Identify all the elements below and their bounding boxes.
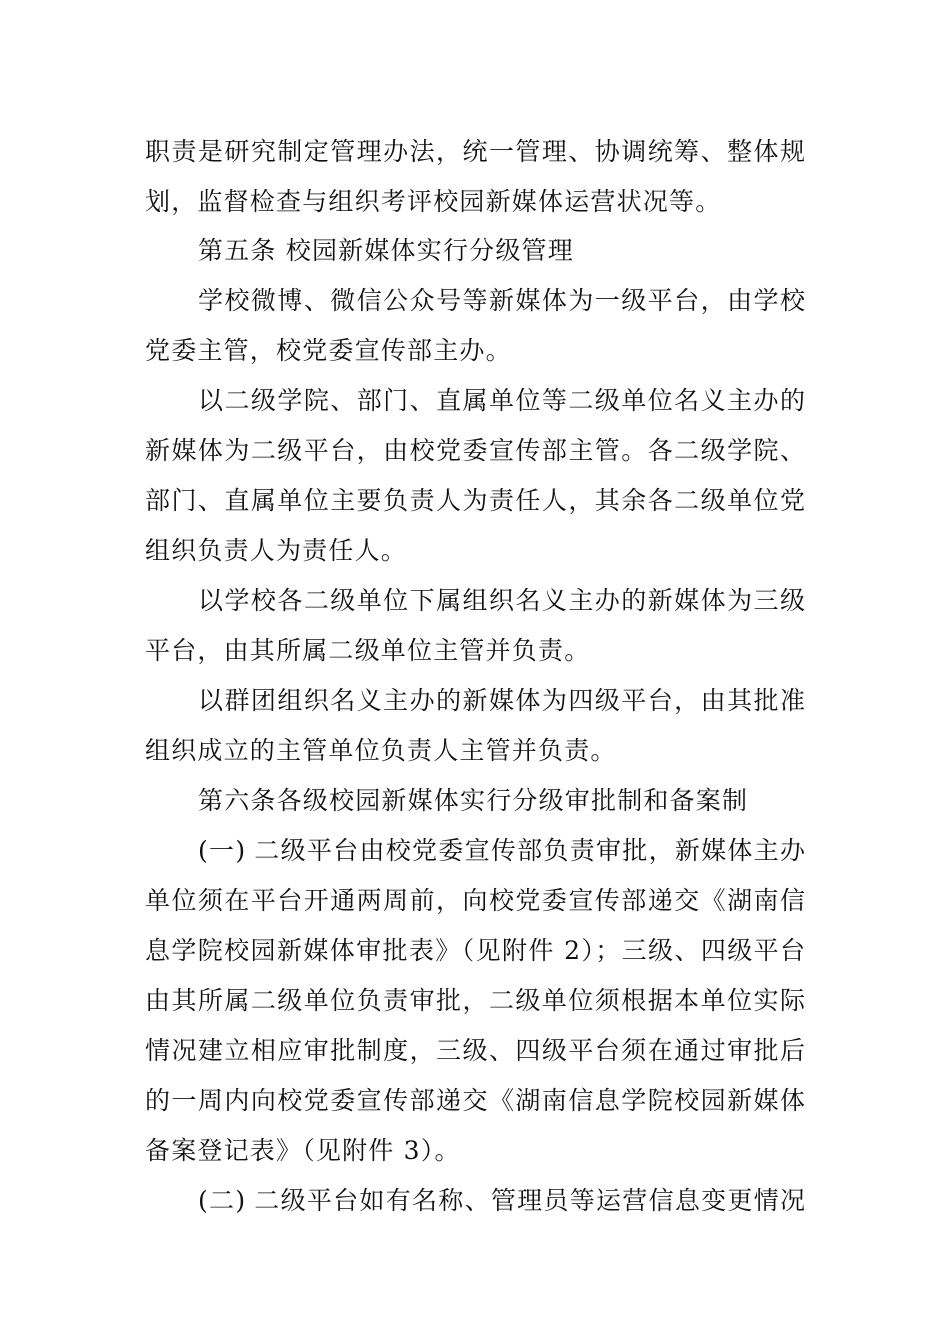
paragraph-line: 部门、直属单位主要负责人为责任人，其余各二级单位党 [145,486,805,515]
article-heading: 第五条 校园新媒体实行分级管理 [198,236,574,265]
paragraph-line: 新媒体为二级平台，由校党委宣传部主管。各二级学院、 [145,436,805,465]
paragraph-line: 由其所属二级单位负责审批，二级单位须根据本单位实际 [145,986,805,1015]
paragraph-line: 党委主管，校党委宣传部主办。 [145,336,512,365]
paragraph-line: (二) 二级平台如有名称、管理员等运营信息变更情况 [198,1186,805,1215]
paragraph-line: 情况建立相应审批制度，三级、四级平台须在通过审批后 [145,1036,805,1065]
paragraph-line: 息学院校园新媒体审批表》（见附件 2）；三级、四级平台 [145,936,805,965]
paragraph-line: 备案登记表》（见附件 3）。 [145,1136,461,1165]
paragraph-line: 划，监督检查与组织考评校园新媒体运营状况等。 [145,187,722,216]
paragraph-line: 以群团组织名义主办的新媒体为四级平台，由其批准 [198,686,805,715]
article-heading: 第六条各级校园新媒体实行分级审批制和备案制 [198,786,749,815]
paragraph-line: 平台，由其所属二级单位主管并负责。 [145,636,591,665]
paragraph-line: 职责是研究制定管理办法，统一管理、协调统筹、整体规 [145,137,805,166]
paragraph-line: 以学校各二级单位下属组织名义主办的新媒体为三级 [198,586,805,615]
paragraph-line: 以二级学院、部门、直属单位等二级单位名义主办的 [198,386,805,415]
paragraph-line: 单位须在平台开通两周前，向校党委宣传部递交《湖南信 [145,886,805,915]
paragraph-line: 的一周内向校党委宣传部递交《湖南信息学院校园新媒体 [145,1086,805,1115]
paragraph-line: 学校微博、微信公众号等新媒体为一级平台，由学校 [198,286,805,315]
paragraph-line: 组织成立的主管单位负责人主管并负责。 [145,736,617,765]
paragraph-line: 组织负责人为责任人。 [145,536,408,565]
paragraph-line: (一) 二级平台由校党委宣传部负责审批，新媒体主办 [198,836,805,865]
